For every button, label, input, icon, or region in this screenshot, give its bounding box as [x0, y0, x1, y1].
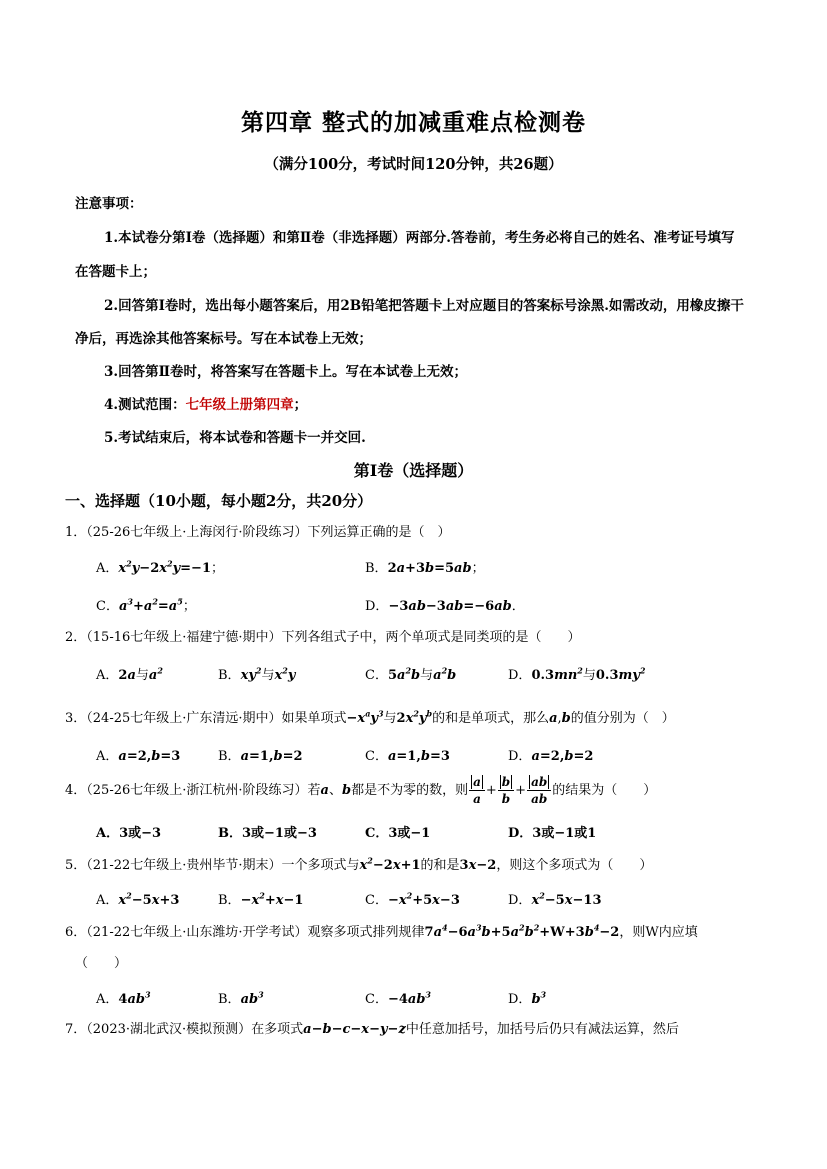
note-item-2-line2: 净后，再选涂其他答案标号。写在本试卷上无效； [75, 331, 372, 347]
part-title: 一、选择题（10小题，每小题2分，共20分） [65, 492, 373, 510]
question-6-stem: 6．（21-22七年级上·山东潍坊·开学考试）观察多项式排列规律$7a^4-6a^3b+5a^2b^2+W+3b^4-2$，则W内应填 [65, 922, 698, 940]
question-6-option-c: C．$-4ab^3$ [365, 989, 431, 1007]
option-label: B． [218, 668, 241, 683]
option-label: D． [508, 893, 532, 908]
question-4-option-b: B．3或−1或−3 [218, 826, 317, 841]
question-6-option-a: A．$4ab^3$ [96, 989, 151, 1007]
option-label: B． [218, 893, 241, 908]
question-1-option-b: B．2a+3b=5ab； [365, 561, 485, 576]
question-1-option-a: A．$x^2y-2x^2y=-1$； [96, 558, 225, 576]
question-4-option-a: A．3或−3 [96, 826, 162, 841]
section-title: 第Ⅰ卷（选择题） [353, 461, 474, 480]
question-5-option-b: B．$-x^2+x-1$ [218, 890, 304, 908]
question-3-stem-post: 的值分别为（ ） [570, 711, 675, 726]
question-6-stem-line2: （ ） [75, 956, 128, 971]
option-label: C． [96, 599, 119, 614]
question-2-option-c: C．$5a^2b$与$a^2b$ [365, 665, 457, 683]
question-6-option-d: D．$b^3$ [508, 989, 547, 1007]
note-item-1-line1: 1.本试卷分第Ⅰ卷（选择题）和第Ⅱ卷（非选择题）两部分.答卷前，考生务必将自己的姓名、准考证号填写 [104, 230, 735, 246]
option-label: A． [96, 992, 119, 1007]
note-item-5: 5.考试结束后，将本试卷和答题卡一并交回. [104, 430, 366, 446]
question-3-option-b: B．a=1,b=2 [218, 749, 303, 764]
question-5-stem-mid: 的和是 [420, 858, 460, 873]
question-2-option-d: D．$0.3mn^2$与$0.3my^2$ [508, 665, 646, 683]
option-label: A． [96, 668, 119, 683]
note-item-2-line1: 2.回答第Ⅰ卷时，选出每小题答案后，用2B铅笔把答题卡上对应题目的答案标号涂黑.如需改动，用橡皮擦干 [104, 298, 744, 314]
question-5-stem-post: ，则这个多项式为（ ） [496, 858, 653, 873]
question-3-option-a: A．a=2,b=3 [96, 749, 181, 764]
question-3-stem-pre: 3．（24-25七年级上·广东清远·期中）如果单项式 [65, 711, 347, 726]
option-label: B． [365, 561, 388, 576]
option-label: C． [365, 992, 388, 1007]
note-item-4-suffix: ； [293, 397, 308, 413]
note-item-3: 3.回答第Ⅱ卷时，将答案写在答题卡上。写在本试卷上无效； [104, 364, 467, 380]
fraction-abs-a-over-a: $\frac{a}{a}$ [469, 774, 485, 807]
option-label: B． [218, 992, 241, 1007]
question-4-option-d: D．3或−1或1 [508, 826, 597, 841]
question-1-option-d: D．−3ab−3ab=−6ab． [365, 599, 525, 614]
question-6-stem-post: ，则W内应填 [619, 925, 698, 940]
question-4-stem-mid: 、 [328, 783, 342, 798]
option-label: D． [508, 749, 532, 764]
question-6-stem-pre: 6．（21-22七年级上·山东潍坊·开学考试）观察多项式排列规律 [65, 925, 425, 940]
option-label: C． [365, 893, 388, 908]
page-title: 第四章 整式的加减重难点检测卷 [240, 109, 586, 136]
question-3-stem-mid2: 的和是单项式，那么 [432, 711, 550, 726]
question-3-stem: 3．（24-25七年级上·广东清远·期中）如果单项式$-x^ay^3$与$2x^2y^b$的和是单项式，那么a,b的值分别为（ ） [65, 708, 675, 726]
option-label: B． [218, 749, 241, 764]
question-5-option-c: C．$-x^2+5x-3$ [365, 890, 460, 908]
question-2-stem: 2．（15-16七年级上·福建宁德·期中）下列各组式子中，两个单项式是同类项的是（ ） [65, 630, 581, 645]
note-item-4-prefix: 4.测试范围： [104, 397, 186, 413]
option-label: A． [96, 561, 119, 576]
question-5-stem: 5．（21-22七年级上·贵州毕节·期末）一个多项式与$x^2-2x+1$的和是3x−2，则这个多项式为（ ） [65, 855, 653, 873]
option-label: A． [96, 893, 119, 908]
question-7-stem: 7．（2023·湖北武汉·模拟预测）在多项式a−b−c−x−y−z中任意加括号，加括号后仍只有减法运算，然后 [65, 1022, 679, 1037]
question-2-option-b: B．$xy^2$与$x^2y$ [218, 665, 296, 683]
question-3-stem-mid: 与 [383, 711, 397, 726]
question-5-option-a: A．$x^2-5x+3$ [96, 890, 180, 908]
note-item-1-line2: 在答题卡上； [75, 264, 156, 280]
option-label: A． [96, 749, 119, 764]
question-4-stem-post: 的结果为（ ） [552, 783, 657, 798]
notes-heading: 注意事项： [75, 196, 143, 212]
question-4-stem: 4．（25-26七年级上·浙江杭州·阶段练习）若a、b都是不为零的数，则 $\frac{a}{a}$ + $\frac{b}{b}$ + $\frac{ab}{ab}$ 的结果为（ ） [65, 775, 657, 806]
note-item-4 [104, 393, 307, 413]
option-label: D． [365, 599, 389, 614]
question-4-stem-mid2: 都是不为零的数，则 [351, 783, 469, 798]
fraction-abs-b-over-b: $\frac{b}{b}$ [498, 774, 514, 807]
fraction-abs-ab-over-ab: $\frac{ab}{ab}$ [527, 774, 551, 807]
question-4-stem-pre: 4．（25-26七年级上·浙江杭州·阶段练习）若 [65, 783, 321, 798]
page-subtitle: （满分100分，考试时间120分钟，共26题） [264, 156, 563, 173]
question-1-stem: 1．（25-26七年级上·上海闵行·阶段练习）下列运算正确的是（ ） [65, 525, 451, 540]
question-7-stem-pre: 7．（2023·湖北武汉·模拟预测）在多项式 [65, 1022, 304, 1037]
question-7-stem-post: 中任意加括号，加括号后仍只有减法运算，然后 [405, 1022, 679, 1037]
question-3-option-c: C．a=1,b=3 [365, 749, 450, 764]
note-item-4-scope: 七年级上册第四章 [185, 397, 294, 413]
question-3-option-d: D．a=2,b=2 [508, 749, 594, 764]
question-6-option-b: B．$ab^3$ [218, 989, 264, 1007]
question-1-option-c: C．$a^3+a^2=a^5$； [96, 596, 196, 614]
question-5-stem-pre: 5．（21-22七年级上·贵州毕节·期末）一个多项式与 [65, 858, 360, 873]
question-5-option-d: D．$x^2-5x-13$ [508, 890, 602, 908]
question-4-option-c: C．3或−1 [365, 826, 431, 841]
question-2-option-a: A．2a与$a^2$ [96, 665, 163, 683]
option-label: C． [365, 668, 388, 683]
option-label: D． [508, 668, 532, 683]
option-label: C． [365, 749, 388, 764]
option-label: D． [508, 992, 532, 1007]
